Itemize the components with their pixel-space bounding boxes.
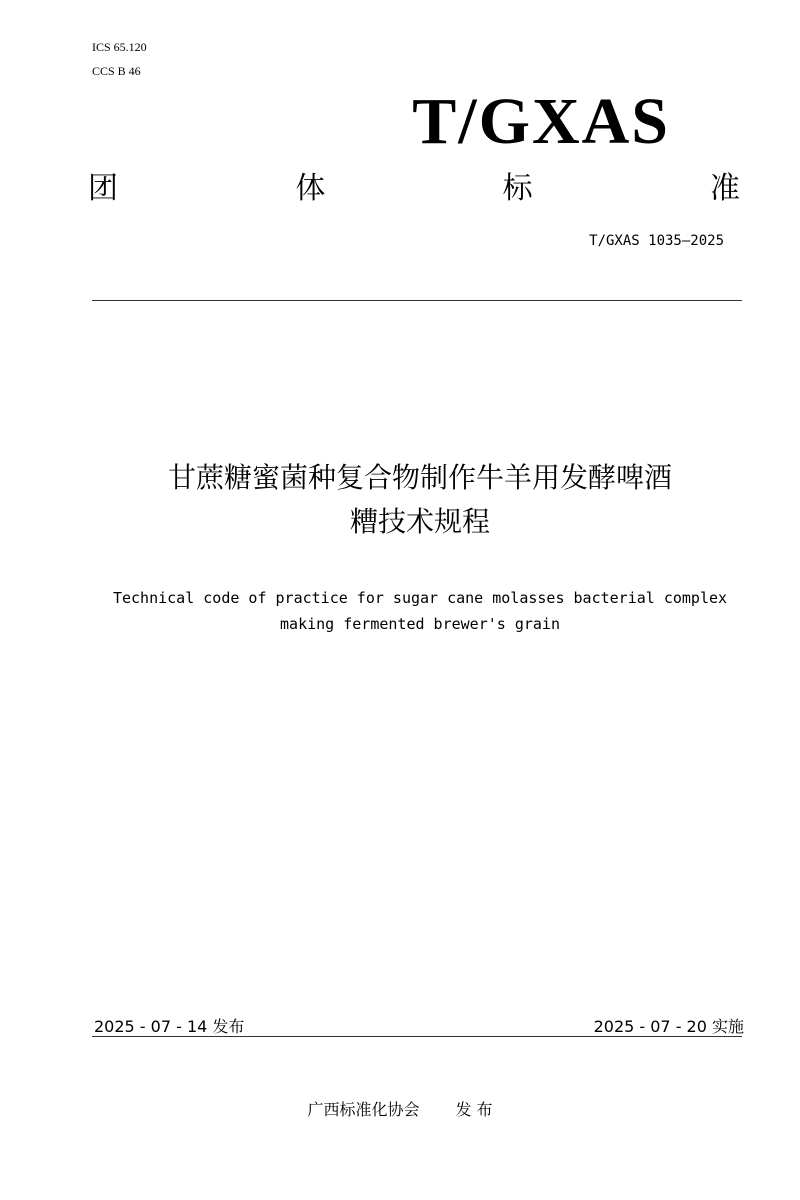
standard-number: T/GXAS 1035—2025 [589,233,724,249]
chinese-title [80,456,760,544]
english-title [60,585,780,637]
publisher-action: 发 布 [455,1100,493,1119]
ics-code: ICS 65.120 [92,40,147,54]
standard-type-heading [88,165,740,205]
standard-type-char: 标 [502,171,533,206]
standard-type-char: 准 [709,171,740,206]
publisher-line [0,1097,800,1120]
publisher-organization: 广西标准化协会 [307,1100,420,1119]
standard-type-char: 团 [88,171,118,206]
chinese-title-line: 甘蔗糖蜜菌种复合物制作牛羊用发酵啤酒 [167,461,672,494]
top-divider [92,300,742,301]
ccs-code: CCS B 46 [92,64,141,78]
english-title-line: Technical code of practice for sugar cane molasses bacterial complex [112,589,728,607]
implementation-date: 2025 - 07 - 20 实施 [593,1017,744,1036]
bottom-divider [92,1036,742,1037]
issue-date: 2025 - 07 - 14 发布 [94,1017,245,1036]
standard-type-char: 体 [295,171,326,206]
standard-logo: T/GXAS [412,85,670,158]
chinese-title-line: 糟技术规程 [349,505,490,538]
english-title-line: making fermented brewer's grain [280,615,560,633]
